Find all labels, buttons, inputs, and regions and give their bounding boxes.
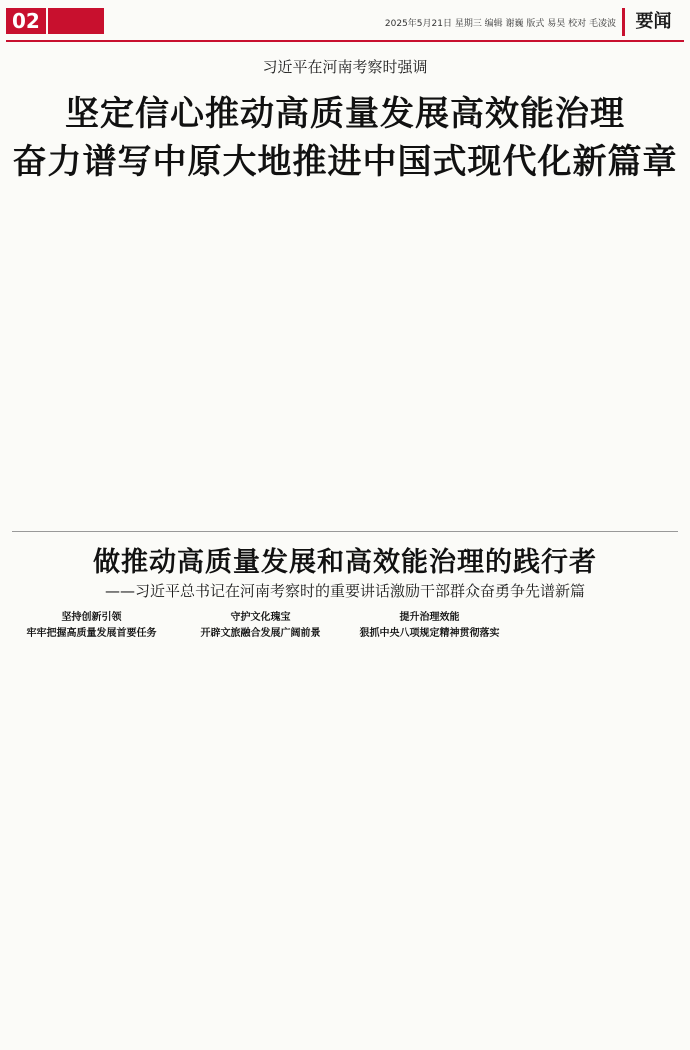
section-heading: 狠抓中央八项规定精神贯彻落实 xyxy=(359,628,500,639)
story1-headline-line2: 奋力谱写中原大地推进中国式现代化新篇章 xyxy=(12,142,678,182)
story2-column xyxy=(350,606,509,1042)
story1-column xyxy=(12,186,137,526)
story1-column xyxy=(147,186,272,526)
page-number: 02 xyxy=(6,8,46,34)
newspaper-logo xyxy=(48,8,104,34)
masthead-rule xyxy=(6,40,684,42)
story1-body xyxy=(12,186,678,526)
story2-column xyxy=(519,606,678,1042)
masthead xyxy=(0,0,690,44)
story2-body xyxy=(12,606,678,1042)
story1-kicker: 习近平在河南考察时强调 xyxy=(262,58,428,76)
story2-column xyxy=(181,606,340,1042)
section-heading: 牢牢把握高质量发展首要任务 xyxy=(26,628,157,639)
section-heading: 守护文化瑰宝 xyxy=(230,612,291,623)
section-tag: 要闻 xyxy=(622,8,682,36)
issue-meta: 2025年5月21日 星期三 编辑 谢巍 版式 易昊 校对 毛凌波 xyxy=(384,19,616,29)
story2-subhead: ——习近平总书记在河南考察时的重要讲话激励干部群众奋勇争先谱新篇 xyxy=(104,582,585,600)
story1-column xyxy=(418,186,543,526)
story1-column xyxy=(282,186,407,526)
story2-headline: 做推动高质量发展和高效能治理的践行者 xyxy=(93,547,597,578)
section-heading: 提升治理效能 xyxy=(399,612,460,623)
story1-headline-line1: 坚定信心推动高质量发展高效能治理 xyxy=(65,94,625,134)
story2-column xyxy=(12,606,171,1042)
section-heading: 坚持创新引领 xyxy=(61,612,122,623)
story1-column xyxy=(553,186,678,526)
story-divider xyxy=(12,531,678,532)
section-heading: 开辟文旅融合发展广阔前景 xyxy=(200,628,321,639)
